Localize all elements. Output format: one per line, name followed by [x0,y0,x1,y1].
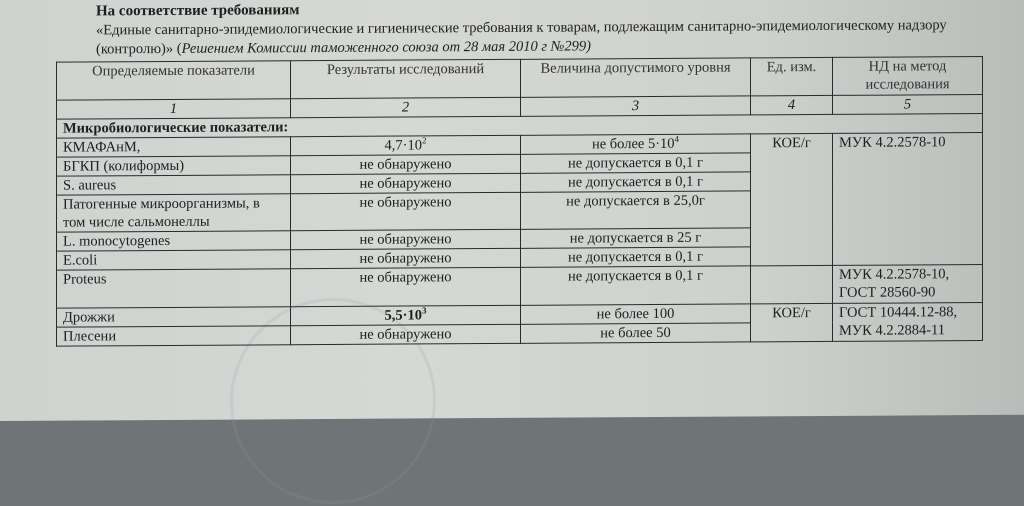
header-cell: Результаты исследований [291,59,521,98]
table-header-row [57,56,983,100]
result-value: $4,7\cdot 10^2$ [291,135,521,155]
indicator-name: КМАФАнМ, [57,137,291,157]
indicator-name: Плесени [57,326,291,346]
limit-value: не допускается в 0,1 г [521,153,751,173]
indicator-name: Дрожжи [57,307,291,327]
column-number: 2 [291,97,521,117]
indicator-name: БГКП (колиформы) [57,156,291,176]
indicator-name: Патогенные микроорганизмы, в том числе сальмонеллы [57,194,291,232]
header-cell: НД на метод исследования [833,56,983,95]
result-value: не обнаружено [291,154,521,174]
limit-value: не допускается в 25,0г [521,191,751,229]
requirements-heading: На соответствие требованиям [96,2,300,20]
column-number: 1 [57,99,291,119]
result-value: не обнаружено [291,248,521,268]
result-value: не обнаружено [291,324,521,344]
unit-value: КОЕ/г [751,133,833,266]
limit-value: не допускается в 0,1 г [521,266,751,305]
limit-value: не более $5\cdot 10^4$ [521,134,751,154]
result-value: не обнаружено [291,192,521,230]
column-number: 5 [833,94,983,114]
indicator-name: S. aureus [57,175,291,195]
results-table [56,56,983,347]
method-value: МУК 4.2.2578-10 [833,132,983,265]
indicator-name: L. monocytogenes [57,231,291,251]
section-title: Микробиологические показатели: [57,113,983,138]
intro-text: «Единые санитарно-эпидемиологические и гигиенические требования к товарам, подлежащим санитарно-эпидемиологическому надзору (контролю)» ( [96,17,947,58]
requirements-intro [96,16,996,59]
result-value: не обнаружено [291,173,521,193]
unit-value: КОЕ/г [751,303,833,342]
indicator-name: Proteus [57,269,291,308]
limit-value: не более 100 [521,304,751,324]
limit-value: не допускается в 0,1 г [521,172,751,192]
header-cell: Определяемые показатели [57,61,291,100]
intro-italic: Решением Комиссии таможенного союза от 28 мая 2010 г №299) [181,38,591,57]
unit-value [751,265,833,304]
limit-value: не допускается в 25 г [521,228,751,248]
table-row [57,264,983,308]
header-cell: Ед. изм. [751,57,833,96]
indicator-name: E.coli [57,250,291,270]
column-number: 4 [751,95,833,115]
limit-value: не допускается в 0,1 г [521,247,751,267]
result-value: не обнаружено [291,267,521,306]
method-value: МУК 4.2.2578-10, ГОСТ 28560-90 [833,264,983,303]
method-value: ГОСТ 10444.12-88, МУК 4.2.2884-11 [833,302,983,341]
limit-value: не более 50 [521,323,751,343]
result-value: $5,5\cdot 10^3$ [291,305,521,325]
result-value: не обнаружено [291,229,521,249]
column-number: 3 [521,96,751,116]
header-cell: Величина допустимого уровня [521,58,751,97]
